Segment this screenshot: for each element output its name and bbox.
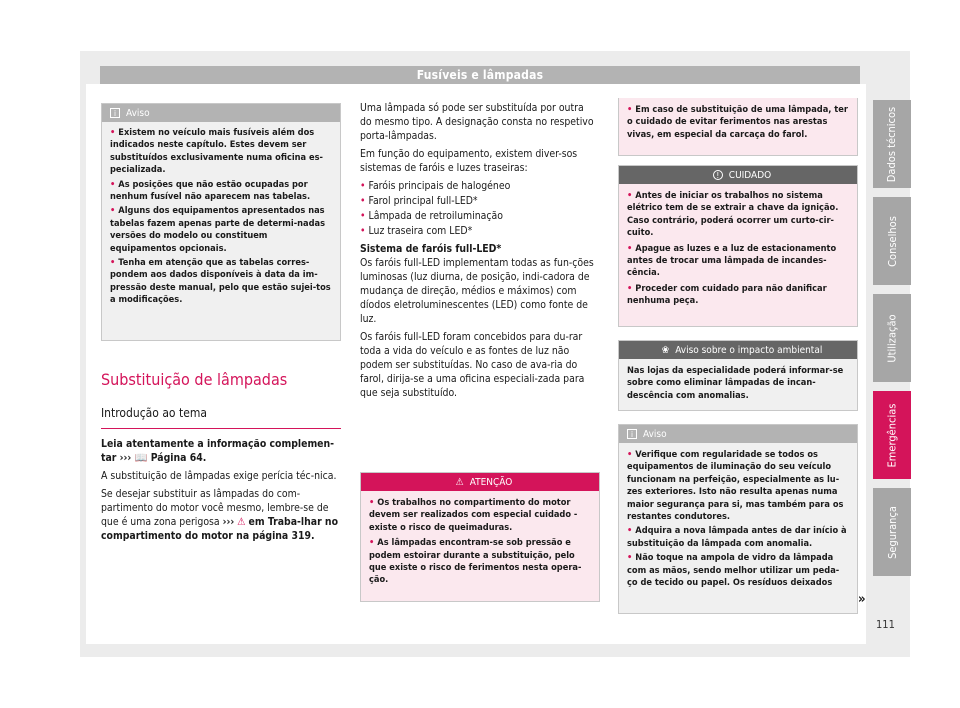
cuidado-header <box>619 166 857 184</box>
bullet: • <box>627 242 633 254</box>
aviso-box <box>101 103 341 341</box>
atencao-title: ATENÇÃO <box>469 476 513 488</box>
info-icon: i <box>110 108 120 118</box>
cuidado-body <box>619 184 857 314</box>
cuidado-item: Proceder com cuidado para não danificar nenhuma peça. <box>627 282 827 307</box>
tab-label: Utilização <box>885 313 899 363</box>
tab-utilizacao[interactable] <box>873 294 911 382</box>
ambiental-body <box>619 359 857 408</box>
page-link[interactable]: Página 64. <box>150 452 207 464</box>
bullet: • <box>110 257 116 269</box>
list-item: Lâmpada de retroiluminação <box>368 210 503 222</box>
col2-text <box>360 101 598 404</box>
subheading: Sistema de faróis full-LED* <box>360 243 502 255</box>
aviso-header <box>102 104 340 122</box>
list-item: Faróis principais de halogéneo <box>368 180 511 192</box>
subsection-title: Introdução ao tema <box>101 406 207 420</box>
page-number: 111 <box>876 618 895 631</box>
chapter-header: Fusíveis e lâmpadas <box>100 66 860 84</box>
bullet: • <box>369 497 375 508</box>
bullet: • <box>627 282 633 294</box>
atencao-item: Os trabalhos no compartimento do motor devem ser realizados com especial cuidado - existe o risco de queimaduras. <box>369 497 578 533</box>
atencao-continued-box <box>618 98 858 156</box>
ambiental-title: Aviso sobre o impacto ambiental <box>675 344 823 356</box>
atencao-body <box>361 491 599 593</box>
bullet: • <box>360 210 366 222</box>
bullet: • <box>627 552 633 564</box>
bullet: • <box>627 190 633 201</box>
leaf-icon: ❀ <box>661 344 670 356</box>
tab-seguranca[interactable] <box>873 488 911 576</box>
bullet: • <box>627 104 633 115</box>
bullet: • <box>369 537 375 549</box>
tab-label: Conselhos <box>885 215 899 267</box>
paragraph: Os faróis full-LED foram concebidos para du-rar toda a vida do veículo e as fontes de luz não podem ser substituídas. No caso de ava-ria do farol, dirija-se a uma oficina especiali-zada para que seja substituído. <box>360 331 585 399</box>
aviso2-box <box>618 424 858 614</box>
paragraph: Em função do equipamento, existem diver-sos sistemas de faróis e luzes traseiras: <box>360 148 578 174</box>
chevrons-icon: ››› <box>222 516 235 528</box>
cuidado-item: Antes de iniciar os trabalhos no sistema elétrico tem de se extrair a chave da ignição. Caso contrário, poderá ocorrer um curto-cir-cuito. <box>627 190 839 239</box>
paragraph: Os faróis full-LED implementam todas as fun-ções luminosas (luz diurna, de posição, indi-cadora de mudança de direção, médios e máximos) com díodos eletroluminescentes (LED) como fonte de luz. <box>360 257 594 325</box>
page-link[interactable]: em Traba-lhar no compartimento do motor na página 319. <box>101 516 339 542</box>
continue-arrow-icon: » <box>858 592 866 607</box>
aviso2-item: Verifique com regularidade se todos os equipamentos de iluminação do seu veículo funcionam na perfeição, especialmente as lu-zes exteriores. Isto não resulta apenas numa maior segurança para si, mas também para os restantes condutores. <box>627 449 844 523</box>
paragraph: Se desejar substituir as lâmpadas do com-partimento do motor você mesmo, lembre-se de que é uma zona perigosa <box>101 488 329 528</box>
bullet: • <box>360 195 366 207</box>
aviso2-item: Adquira a nova lâmpada antes de dar início à substituição da lâmpada com anomalia. <box>627 525 847 549</box>
tab-dados-tecnicos[interactable] <box>873 100 911 188</box>
list-item: Luz traseira com LED* <box>368 225 473 237</box>
aviso-item: Tenha em atenção que as tabelas corres-pondem aos dados disponíveis à data da im-pressão deste manual, pelo que estão sujei-tos a modificações. <box>110 257 331 306</box>
warning-icon: ⚠ <box>455 476 464 488</box>
bullet: • <box>627 449 633 460</box>
col1-text <box>101 437 341 547</box>
aviso2-header <box>619 425 857 443</box>
exclamation-icon: ! <box>713 170 723 180</box>
aviso2-item: Não toque na ampola de vidro da lâmpada com as mãos, sendo melhor utilizar um peda-ço de tecido ou papel. Os resíduos deixados <box>627 552 840 589</box>
tab-label: Emergências <box>885 403 899 467</box>
bullet: • <box>110 127 116 138</box>
aviso-item: Alguns dos equipamentos apresentados nas tabelas fazem apenas parte de determi-nadas versões do modelo ou constituem equipamentos opcionais. <box>110 205 326 254</box>
info-icon: i <box>627 429 637 439</box>
list-item: Farol principal full-LED* <box>368 195 478 207</box>
bullet: • <box>627 525 633 537</box>
aviso-item: Existem no veículo mais fusíveis além dos indicados neste capítulo. Estes devem ser substituídos exclusivamente numa oficina es-pecializada. <box>110 127 323 176</box>
bullet: • <box>110 205 116 217</box>
aviso2-body <box>619 443 857 595</box>
warning-icon: ⚠ <box>237 516 246 528</box>
tab-conselhos[interactable] <box>873 197 911 285</box>
chevrons-icon: ››› <box>119 452 132 464</box>
bullet: • <box>360 225 366 237</box>
cuidado-title: CUIDADO <box>728 169 772 181</box>
cuidado-box <box>618 165 858 327</box>
atencao-header <box>361 473 599 491</box>
atencao-item: As lâmpadas encontram-se sob pressão e podem estoirar durante a substituição, pelo que existe o risco de ferimentos nesta opera-ção. <box>369 537 582 586</box>
cuidado-item: Apague as luzes e a luz de estacionamento antes de trocar uma lâmpada de incandes-cência. <box>627 242 837 279</box>
aviso-item: As posições que não estão ocupadas por nenhum fusível não aparecem nas tabelas. <box>110 178 311 203</box>
atencao-box <box>360 472 600 602</box>
book-icon: 📖 <box>134 452 148 464</box>
tab-label: Segurança <box>885 505 899 559</box>
section-title: Substituição de lâmpadas <box>101 370 288 389</box>
aviso-title: Aviso <box>126 107 150 119</box>
tab-label: Dados técnicos <box>885 106 899 182</box>
bullet: • <box>110 178 116 190</box>
divider <box>101 428 341 429</box>
ambiental-box <box>618 340 858 411</box>
paragraph: A substituição de lâmpadas exige perícia téc-nica. <box>101 470 337 482</box>
atencao-item: Em caso de substituição de uma lâmpada, ter o cuidado de evitar ferimentos nas arestas vivas, em especial da carcaça do farol. <box>627 104 848 140</box>
aviso-body <box>102 122 340 313</box>
aviso2-title: Aviso <box>643 428 667 440</box>
tab-emergencias[interactable] <box>873 391 911 479</box>
paragraph: Leia atentamente a informação complemen-tar <box>101 438 335 464</box>
ambiental-text: Nas lojas da especialidade poderá informar-se sobre como eliminar lâmpadas de incan-descência com anomalias. <box>627 365 844 401</box>
atencao-continued-body <box>619 98 857 147</box>
ambiental-header <box>619 341 857 359</box>
bullet: • <box>360 180 366 192</box>
paragraph: Uma lâmpada só pode ser substituída por outra do mesmo tipo. A designação consta no respetivo porta-lâmpadas. <box>360 102 594 142</box>
